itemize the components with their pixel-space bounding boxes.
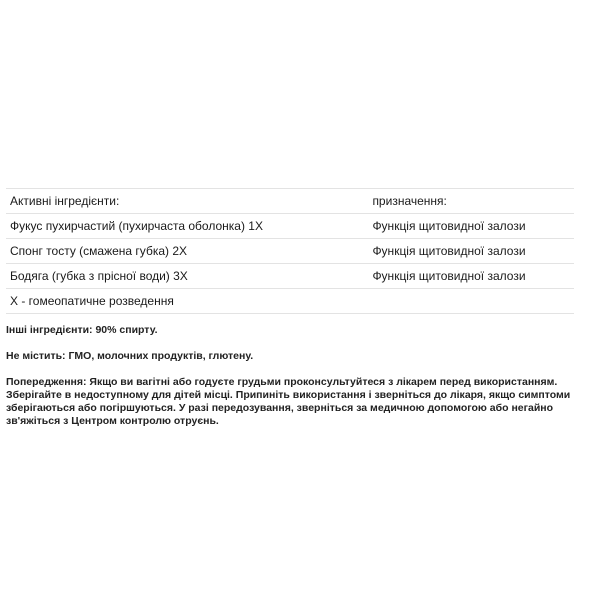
ingredient-name: Фукус пухирчастий (пухирчаста оболонка) 1X [6,214,368,239]
warning-text: Попередження: Якщо ви вагітні або годуєте грудьми проконсультуйтеся з лікарем перед використанням. Зберігайте в недоступному для дітей місці. Припиніть використання і зверніться до лікаря, якщо симптоми зберігаються або погіршуються. У разі передозування, зверніться за медичною допомогою або негайно зв'яжіться з Центром контролю отруєнь. [6,376,571,427]
table-row [6,214,574,239]
table-row [6,264,574,289]
table-row [6,289,574,314]
ingredient-name: Спонг тосту (смажена губка) 2X [6,239,368,264]
dilution-note: X - гомеопатичне розведення [6,289,368,314]
header-active-ingredients: Активні інгредієнти: [6,189,368,214]
other-ingredients-text: Інші інгредієнти: 90% спирту. [6,324,158,336]
table-header-row [6,189,574,214]
ingredients-table [6,188,574,314]
table-row [6,239,574,264]
ingredient-purpose: Функція щитовидної залози [368,214,574,239]
ingredient-name: Бодяга (губка з прісної води) 3X [6,264,368,289]
ingredient-purpose [368,289,574,314]
does-not-contain-text: Не містить: ГМО, молочних продуктів, глютену. [6,350,254,362]
notes-section [6,324,574,428]
ingredient-purpose: Функція щитовидної залози [368,239,574,264]
header-purpose: призначення: [368,189,574,214]
product-info [6,188,574,441]
ingredient-purpose: Функція щитовидної залози [368,264,574,289]
